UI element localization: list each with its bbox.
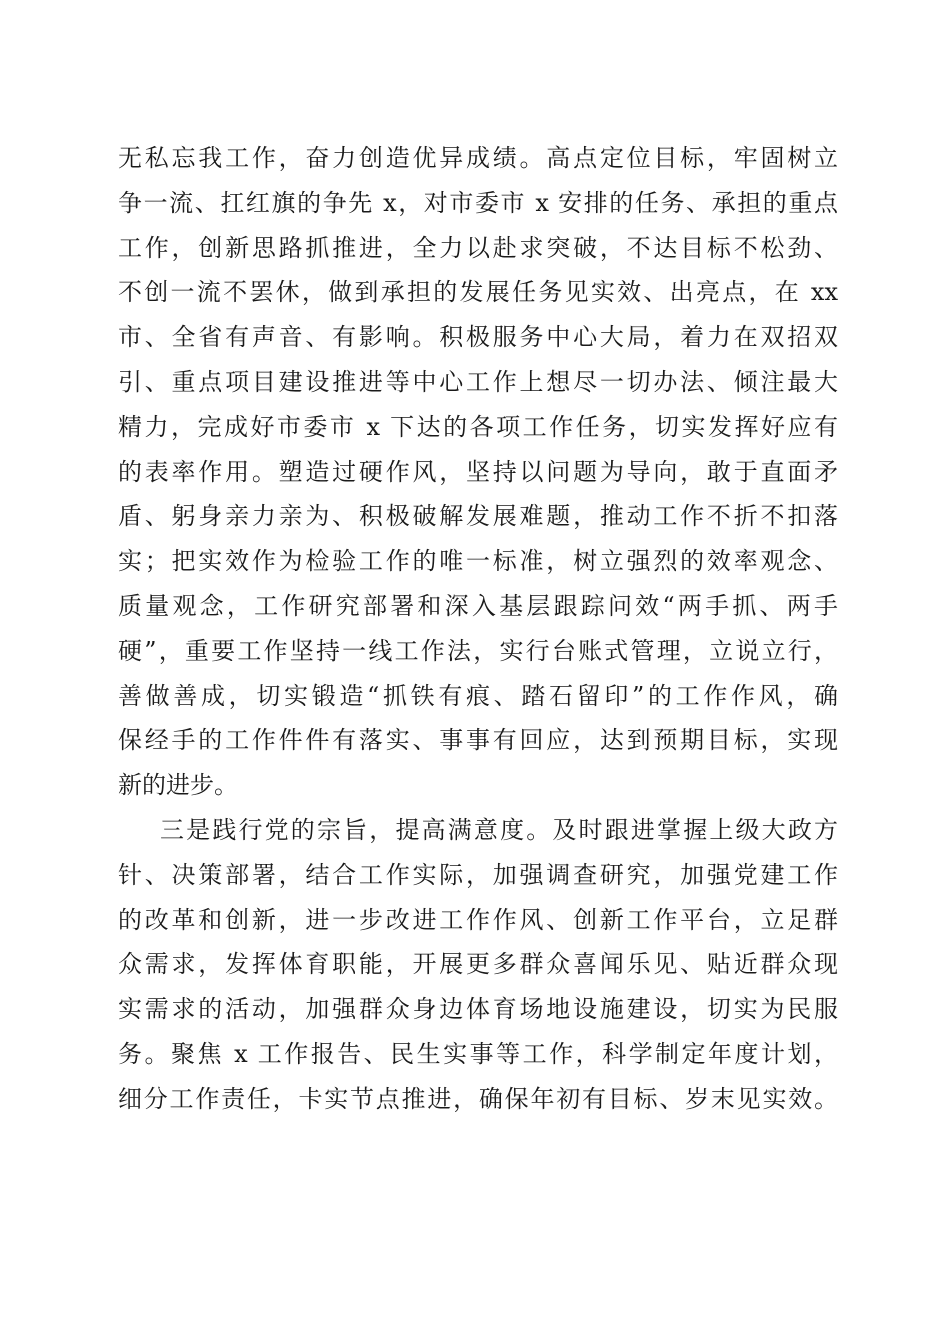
paragraph-line: 务。聚焦 x 工作报告、民生实事等工作，科学制定年度计划， (118, 1039, 838, 1068)
paragraph-line: 的改革和创新，进一步改进工作作风、创新工作平台，立足群 (118, 905, 838, 934)
paragraph-line: 的表率作用。塑造过硬作风，坚持以问题为导向，敢于直面矛 (118, 457, 838, 486)
paragraph-line: 三是践行党的宗旨，提高满意度。及时跟进掌握上级大政方 (160, 816, 838, 844)
paragraph-line: 善做善成，切实锻造“抓铁有痕、踏石留印”的工作作风，确 (118, 681, 838, 710)
paragraph-line: 精力，完成好市委市 x 下达的各项工作任务，切实发挥好应有 (118, 412, 838, 441)
paragraph-line: 众需求，发挥体育职能，开展更多群众喜闻乐见、贴近群众现 (118, 950, 838, 979)
paragraph-line: 工作，创新思路抓推进，全力以赴求突破，不达目标不松劲、 (118, 233, 838, 262)
paragraph-line: 市、全省有声音、有影响。积极服务中心大局，着力在双招双 (118, 323, 838, 352)
paragraph-line: 针、决策部署，结合工作实际，加强调查研究，加强党建工作 (118, 860, 838, 889)
paragraph-line: 引、重点项目建设推进等中心工作上想尽一切办法、倾注最大 (118, 367, 838, 396)
paragraph-continued (118, 136, 838, 808)
paragraph-line: 不创一流不罢休，做到承担的发展任务见实效、出亮点，在 xx (118, 278, 838, 307)
paragraph-line: 无私忘我工作，奋力创造优异成绩。高点定位目标，牢固树立 (118, 144, 838, 172)
paragraph-line: 新的进步。 (118, 771, 238, 800)
paragraph-line: 细分工作责任，卡实节点推进，确保年初有目标、岁末见实效。 (118, 1084, 838, 1113)
paragraph-line: 保经手的工作件件有落实、事事有回应，达到预期目标，实现 (118, 726, 838, 755)
paragraph-line: 盾、躬身亲力亲为、积极破解发展难题，推动工作不折不扣落 (118, 502, 838, 531)
paragraph-line: 实；把实效作为检验工作的唯一标准，树立强烈的效率观念、 (118, 547, 838, 576)
paragraph-line: 硬”，重要工作坚持一线工作法，实行台账式管理，立说立行， (118, 636, 838, 665)
paragraph-third (118, 808, 838, 1122)
paragraph-line: 争一流、扛红旗的争先 x，对市委市 x 安排的任务、承担的重点 (118, 188, 838, 217)
paragraph-line: 质量观念，工作研究部署和深入基层跟踪问效“两手抓、两手 (118, 591, 838, 620)
paragraph-line: 实需求的活动，加强群众身边体育场地设施建设，切实为民服 (118, 995, 838, 1024)
